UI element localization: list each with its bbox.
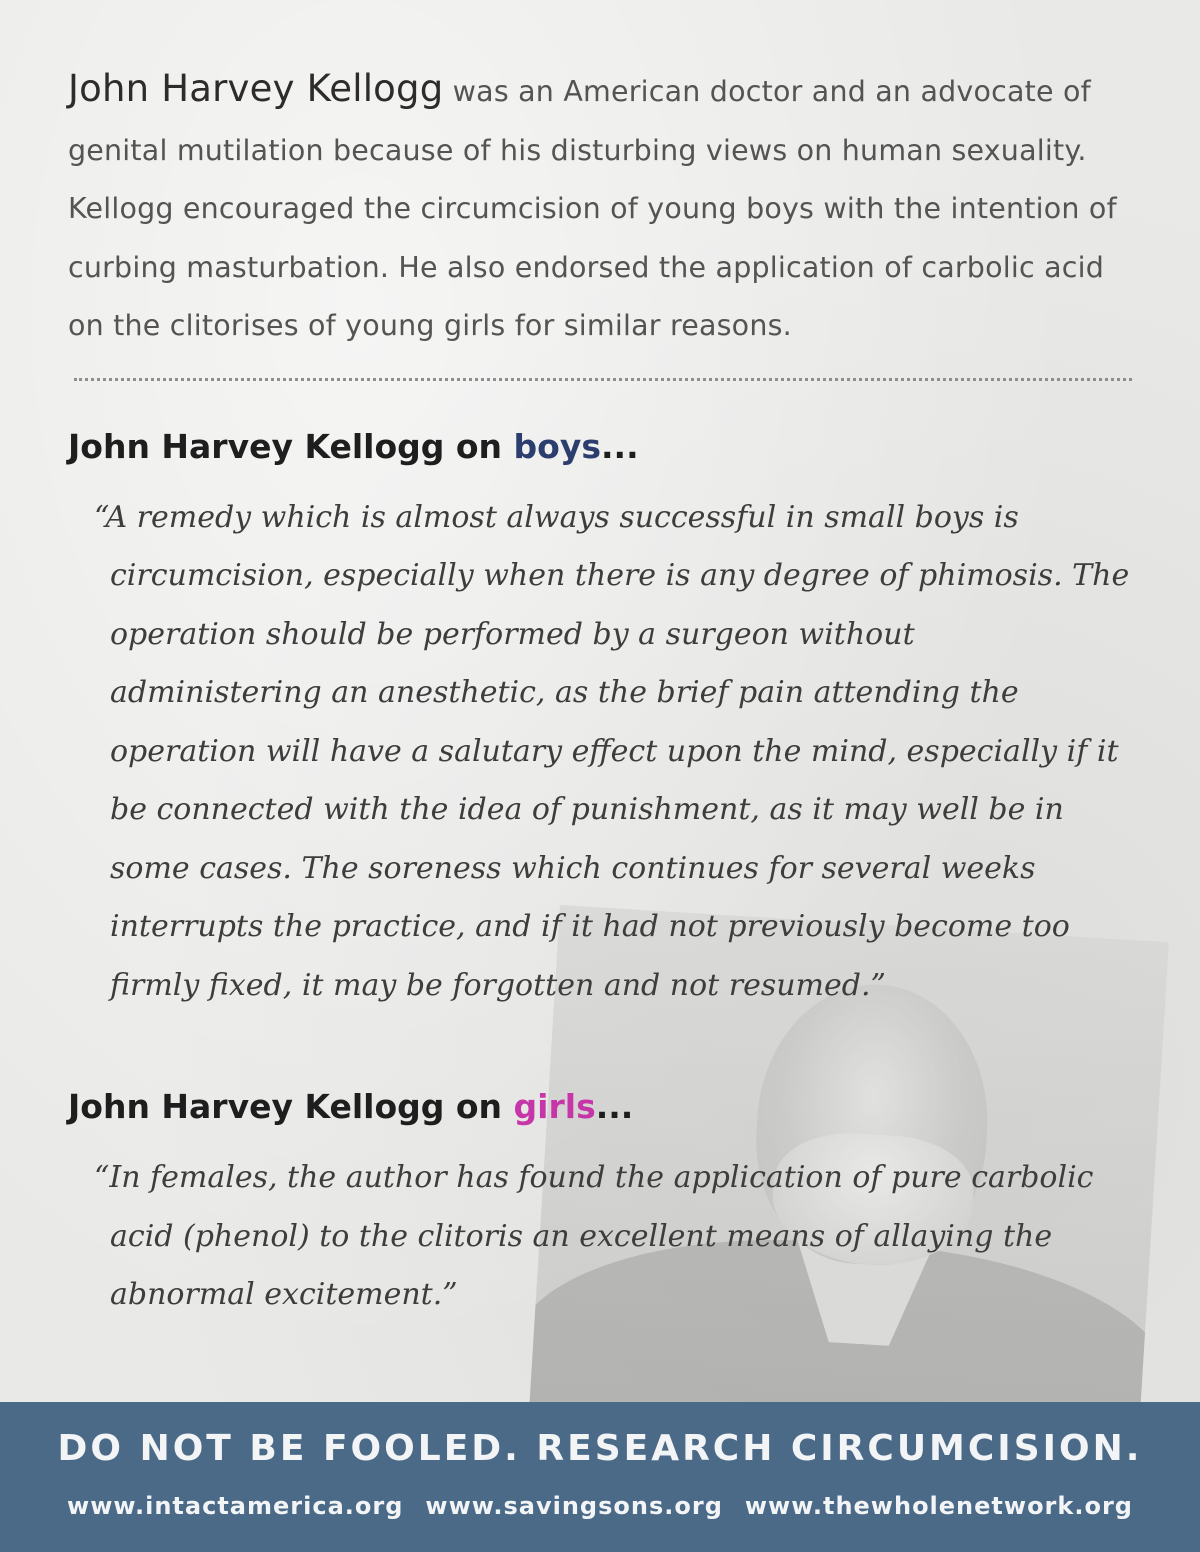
boys-heading [68, 425, 1132, 469]
footer-slogan: DO NOT BE FOOLED. RESEARCH CIRCUMCISION. [57, 1428, 1143, 1469]
girls-heading-suffix: ... [595, 1087, 634, 1126]
intro-name: John Harvey Kellogg [68, 67, 444, 110]
girls-heading [68, 1085, 1132, 1129]
main-content [68, 60, 1132, 1325]
girls-heading-prefix: John Harvey Kellogg on [68, 1087, 514, 1126]
boys-heading-word: boys [513, 426, 601, 466]
intro-text: was an American doctor and an advocate of genital mutilation because of his disturbing views on human sexuality. Kellogg encouraged the circumcision of young boys with the intention of curbing masturbation. He also endorsed the application of carbolic acid on the clitorises of young girls for similar reasons. [68, 75, 1117, 342]
dotted-divider [74, 378, 1132, 381]
boys-heading-prefix: John Harvey Kellogg on [68, 426, 514, 466]
footer-banner [0, 1402, 1200, 1552]
boys-heading-suffix: ... [601, 426, 639, 466]
boys-quote: “A remedy which is almost always successful in small boys is circumcision, especially when there is any degree of phimosis. The operation should be performed by a surgeon without administering an anesthetic, as the brief pain attending the operation will have a salutary effect upon the mind, especially if it be connected with the idea of punishment, as it may well be in some cases. The soreness which continues for several weeks interrupts the practice, and if it had not previously become too firmly fixed, it may be forgotten and not resumed.” [94, 499, 1130, 1003]
girls-quote: “In females, the author has found the application of pure carbolic acid (phenol) to the clitoris an excellent means of allaying the abnormal excitement.” [94, 1160, 1094, 1312]
link-thewholenetwork[interactable]: www.thewholenetwork.org [744, 1492, 1133, 1520]
link-savingsons[interactable]: www.savingsons.org [425, 1492, 723, 1520]
footer-links [0, 1488, 1200, 1524]
intro-paragraph [68, 60, 1132, 356]
girls-heading-word: girls [513, 1087, 596, 1126]
link-intactamerica[interactable]: www.intactamerica.org [67, 1492, 404, 1520]
